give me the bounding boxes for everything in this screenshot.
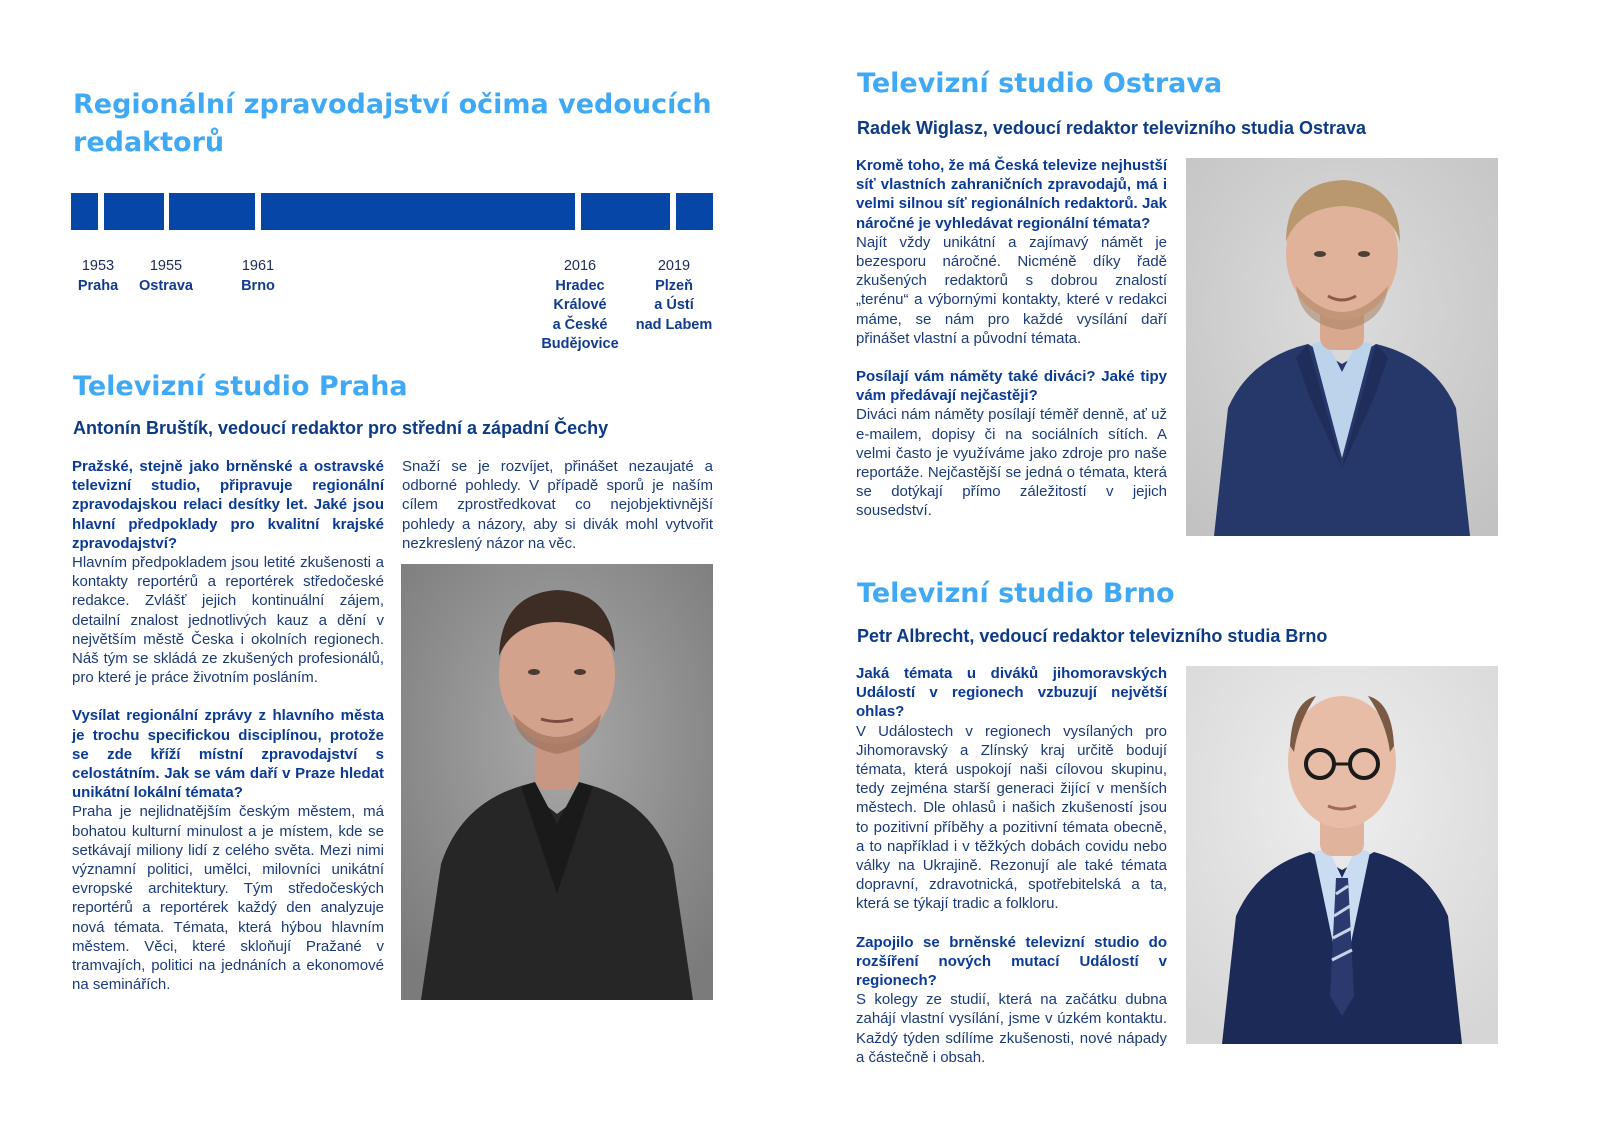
brno-studio-title: Televizní studio Brno [857, 578, 1175, 609]
timeline-city: Plzeň [655, 277, 693, 294]
timeline-item-2019 [628, 257, 720, 335]
answer: Snaží se je rozvíjet, přinášet nezaujaté a odborné pohledy. V případě sporů je naším cílem zprostředkovat co nejobjektivnější pohledy a názory, aby si divák mohl vytvořit nezkreslený názor na věc. [402, 458, 713, 552]
brno-subtitle: Petr Albrecht, vedoucí redaktor televizního studia Brno [857, 626, 1328, 646]
timeline-city: Králové [553, 297, 607, 313]
timeline-bar-segment [261, 193, 575, 230]
answer: S kolegy ze studií, která na začátku dubna zahájí vlastní vysílání, jsme v úzkém kontaktu. Každý týden sdílíme zkušenosti, nové nápady a částečně i obsah. [856, 991, 1167, 1066]
answer: Hlavním předpokladem jsou letité zkušenosti a kontakty reportérů a reportérek středočeské redakce. Zvlášť jejich kontinuální zájem, detailní znalost jednotlivých kauz a dění v největším městě Česka i okolních regionech. Náš tým se skládá ze zkušených profesionálů, pro které je práce životním posláním. [72, 554, 384, 687]
answer: Diváci nám náměty posílají téměř denně, ať už e-mailem, dopisy či na sociálních sítích. A velmi často je využíváme jako zdroje pro naše reportáže. Nejčastější se jedná o témata, která se dotýkají přímo záležitostí v jejich sousedství. [856, 406, 1167, 520]
timeline-city: nad Labem [635, 316, 713, 333]
timeline-city: a České [552, 316, 608, 333]
timeline-bar-segment [169, 193, 255, 230]
timeline-city: Brno [241, 277, 275, 294]
timeline-city: Praha [77, 277, 119, 294]
right-page [800, 0, 1600, 1137]
timeline-city: a Ústí [654, 297, 694, 313]
timeline-item-1955 [128, 257, 204, 296]
praha-column-2 [402, 457, 713, 553]
ostrava-column [856, 156, 1167, 521]
question: Posílají vám náměty také diváci? Jaké tipy vám předávají nejčastěji? [856, 368, 1167, 405]
question: Zapojilo se brněnské televizní studio do rozšíření nových mutací Událostí v regionech? [856, 933, 1167, 990]
timeline-year: 1953 [81, 258, 115, 274]
portrait-wiglasz [1186, 158, 1498, 536]
portrait-brustik [401, 564, 713, 1000]
praha-column-1 [72, 457, 384, 994]
timeline-bar-segment [71, 193, 98, 230]
timeline-item-1953 [68, 257, 128, 296]
timeline-year: 1961 [241, 258, 275, 274]
question: Pražské, stejně jako brněnské a ostravské televizní studio, připravuje regionální zpravodajskou relaci desítky let. Jaké jsou hlavní předpoklady pro kvalitní krajské zpravodajství? [72, 458, 384, 552]
ostrava-subtitle: Radek Wiglasz, vedoucí redaktor televizního studia Ostrava [857, 118, 1366, 138]
timeline-city: Hradec [555, 277, 605, 294]
praha-studio-title: Televizní studio Praha [73, 371, 408, 402]
timeline-year: 2016 [563, 258, 597, 274]
timeline-city: Ostrava [138, 277, 193, 294]
timeline-item-1961 [228, 257, 288, 296]
timeline-bar-segment [104, 193, 164, 230]
page-title: Regionální zpravodajství očima vedoucích redaktorů [73, 89, 712, 158]
answer: V Událostech v regionech vysílaných pro Jihomoravský a Zlínský kraj určitě bodují témata, která uspokojí naši cílovou skupinu, tedy zejména starší generaci žijící v menších městech. Dle ohlasů i našich zkušeností jsou to pozitivní příběhy a pozitivní témata obecně, a to například i v těžkých dobách covidu nebo války na Ukrajině. Rezonují ale také témata dopravní, zdravotnická, spotřebitelská a ta, která se týkají tradic a folkloru. [856, 722, 1167, 913]
timeline-year: 1955 [149, 258, 183, 274]
brno-column [856, 664, 1167, 1067]
answer: Praha je nejlidnatějším českým městem, má bohatou kulturní minulost a je místem, kde se setkávají miliony lidí z celého světa. Mezi nimi významní politici, umělci, milovníci unikátní evropské architektury. Tým středočeských reportérů a reportérek každý den analyzuje nová témata. Témata, která hýbou hlavním městem. Věci, které skloňují Pražané v tramvajích, politici na jednáních a ekonomové na seminářích. [72, 803, 384, 994]
timeline-bar-segment [676, 193, 713, 230]
timeline-city: Budějovice [541, 336, 619, 352]
praha-subtitle: Antonín Bruštík, vedoucí redaktor pro střední a západní Čechy [73, 418, 609, 438]
question: Kromě toho, že má Česká televize nejhustší síť vlastních zahraničních zpravodajů, má i velmi silnou síť regionálních redaktorů. Jak náročné je vyhledávat regionální témata? [856, 157, 1167, 232]
portrait-albrecht [1186, 666, 1498, 1044]
ostrava-studio-title: Televizní studio Ostrava [857, 68, 1223, 99]
timeline-item-2016 [530, 257, 630, 355]
question: Vysílat regionální zprávy z hlavního města je trochu specifickou disciplínou, protože se zde kříží místní zpravodajství s celostátním. Jak se vám daří v Praze hledat unikátní lokální témata? [72, 707, 384, 802]
answer: Najít vždy unikátní a zajímavý námět je bezesporu náročné. Nicméně díky řadě zkušených redaktorů s dobrou znalostí „terénu“ a výbornými kontakty, které v redakci máme, se nám pro každé vysílání daří přinášet vlastní a původní témata. [856, 233, 1167, 347]
timeline-bar-segment [581, 193, 670, 230]
question: Jaká témata u diváků jihomoravských Událostí v regionech vzbuzují největší ohlas? [856, 665, 1167, 721]
timeline-year: 2019 [657, 258, 691, 274]
